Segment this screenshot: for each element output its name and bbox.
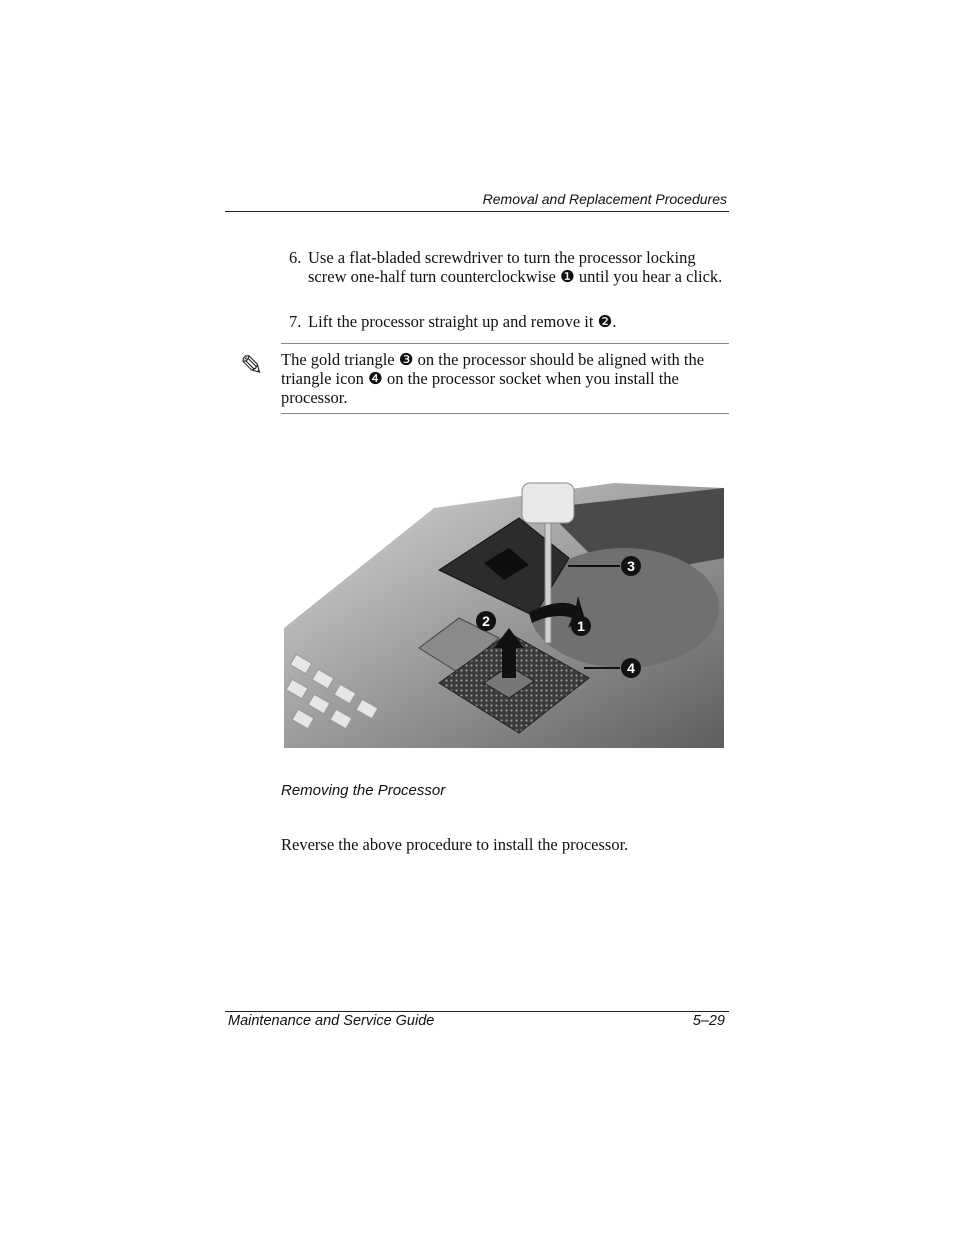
step-7 [289, 312, 729, 331]
processor-removal-figure [284, 478, 726, 754]
pencil-note-icon: ✎ [240, 349, 264, 382]
callout-4 [621, 658, 641, 678]
callout-1-label: 1 [577, 618, 585, 634]
screwdriver-handle [522, 483, 574, 523]
figure-illustration [284, 478, 726, 754]
callout-4-label: 4 [627, 660, 635, 676]
note-text: The gold triangle ❸ on the processor should be aligned with the triangle icon ❹ on the processor socket when you install the processor. [281, 350, 705, 407]
callout-3-label: 3 [627, 558, 635, 574]
body-paragraph: Reverse the above procedure to install the processor. [281, 835, 629, 854]
running-header: Removal and Replacement Procedures [482, 191, 727, 207]
footer-guide-title: Maintenance and Service Guide [228, 1013, 435, 1029]
step-6 [289, 248, 729, 286]
note-top-rule [281, 343, 729, 344]
callout-1 [571, 616, 591, 636]
header-rule [225, 211, 729, 212]
step-number: 7. [289, 312, 302, 331]
note-bottom-rule [281, 413, 729, 414]
step-text: Use a flat-bladed screwdriver to turn the processor locking screw one-half turn counterclockwise ❶ until you hear a click. [308, 248, 723, 286]
step-number: 6. [289, 248, 302, 267]
screwdriver-shaft [545, 523, 551, 643]
step-text: Lift the processor straight up and remove it ❷. [308, 312, 617, 331]
figure-caption: Removing the Processor [281, 782, 446, 799]
page-number: 5–29 [692, 1013, 725, 1029]
footer-rule [225, 1011, 729, 1012]
callout-2 [476, 611, 496, 631]
callout-3 [621, 556, 641, 576]
callout-2-label: 2 [482, 613, 490, 629]
